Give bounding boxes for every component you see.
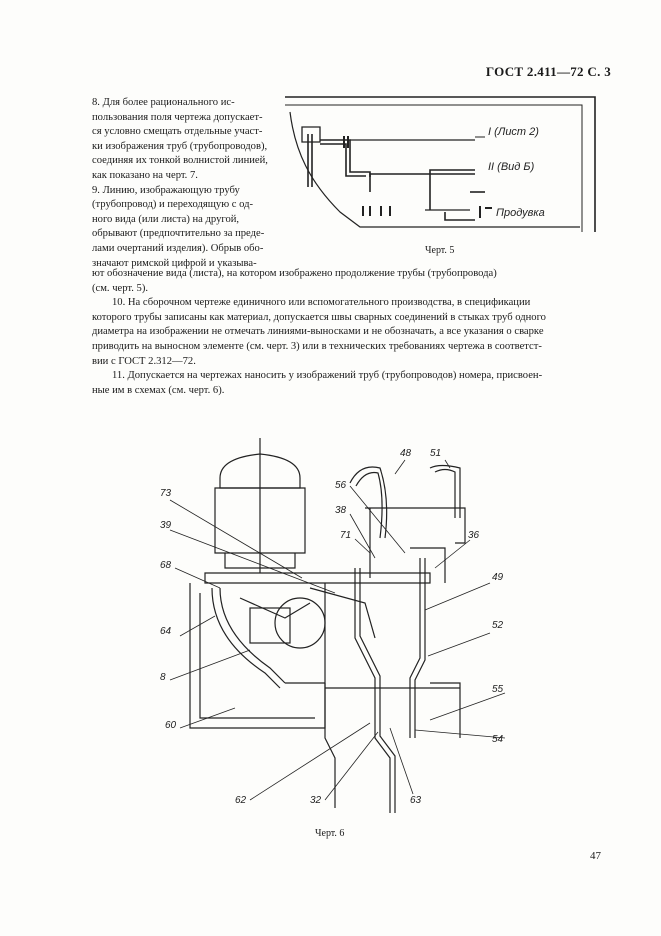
fig6-label: 38 bbox=[335, 505, 347, 516]
text-line: лами очертаний изделия). Обрыв обо- bbox=[92, 242, 264, 254]
figure-6-drawing bbox=[160, 438, 520, 818]
figure-5-caption: Черт. 5 bbox=[425, 245, 455, 256]
text-line: обрывают (предпочтительно за преде- bbox=[92, 228, 265, 240]
fig5-label-purge: Продувка bbox=[496, 207, 545, 219]
text-line: (трубопровод) и переходящую с од- bbox=[92, 199, 254, 211]
fig6-label: 68 bbox=[160, 560, 172, 571]
fig6-label: 49 bbox=[492, 572, 504, 583]
page-number: 47 bbox=[590, 850, 601, 862]
fig6-label: 52 bbox=[492, 620, 504, 631]
figure-6-caption: Черт. 6 bbox=[315, 828, 345, 839]
fig6-label: 60 bbox=[165, 720, 177, 731]
text-line: 11. Допускается на чертежах наносить у изображений труб (трубопроводов) номера, присвоен- bbox=[112, 370, 543, 382]
text-line: приводить на выносном элементе (см. черт. 3) или в технических требованиях чертежа в соответст- bbox=[92, 340, 542, 352]
fig6-label: 51 bbox=[430, 448, 442, 459]
text-line: (см. черт. 5). bbox=[92, 282, 149, 294]
fig6-label: 8 bbox=[160, 672, 166, 683]
left-column-text bbox=[92, 96, 272, 271]
text-line: значают римской цифрой и указыва- bbox=[92, 257, 257, 269]
fig6-label: 73 bbox=[160, 488, 172, 499]
text-line: ные им в схемах (см. черт. 6). bbox=[92, 384, 225, 396]
fig6-label: 32 bbox=[310, 795, 322, 806]
text-line: как показано на черт. 7. bbox=[92, 169, 198, 181]
fig6-label: 55 bbox=[492, 684, 504, 695]
text-line: 8. Для более рационального ис- bbox=[92, 97, 235, 108]
figure-5-drawing bbox=[280, 92, 610, 242]
full-width-text bbox=[92, 267, 601, 398]
text-line: диаметра на изображении не отмечать линиями-выносками и не обозначать, а все указания о сварке bbox=[92, 326, 544, 338]
text-line: ки изображения труб (трубопроводов), bbox=[92, 140, 268, 152]
fig5-label-sheet: I (Лист 2) bbox=[488, 126, 539, 138]
fig6-label: 54 bbox=[492, 734, 504, 745]
text-line: вии с ГОСТ 2.312—72. bbox=[92, 355, 196, 367]
fig6-label: 71 bbox=[340, 530, 352, 541]
text-line: 10. На сборочном чертеже единичного или вспомогательного производства, в спецификации bbox=[112, 297, 531, 309]
text-line: 9. Линию, изображающую трубу bbox=[92, 184, 240, 196]
fig6-label: 48 bbox=[400, 448, 412, 459]
text-line: которого трубы записаны как материал, допускается швы сварных соединений в стыках труб одного bbox=[92, 311, 546, 323]
fig5-label-view: II (Вид Б) bbox=[488, 161, 535, 173]
fig6-label: 62 bbox=[235, 795, 247, 806]
fig6-label: 64 bbox=[160, 626, 172, 637]
text-line: ного вида (или листа) на другой, bbox=[92, 213, 240, 225]
text-line: соединяя их тонкой волнистой линией, bbox=[92, 155, 268, 167]
page-header: ГОСТ 2.411—72 С. 3 bbox=[485, 64, 611, 79]
fig6-label: 39 bbox=[160, 520, 172, 531]
fig6-label: 63 bbox=[410, 795, 422, 806]
fig6-label: 56 bbox=[335, 480, 347, 491]
fig6-label: 36 bbox=[468, 530, 480, 541]
text-line: пользования поля чертежа допускает- bbox=[92, 111, 263, 123]
text-line: ся условно смещать отдельные участ- bbox=[92, 126, 263, 138]
text-line: ют обозначение вида (листа), на котором изображено продолжение трубы (трубопровода) bbox=[92, 268, 497, 279]
